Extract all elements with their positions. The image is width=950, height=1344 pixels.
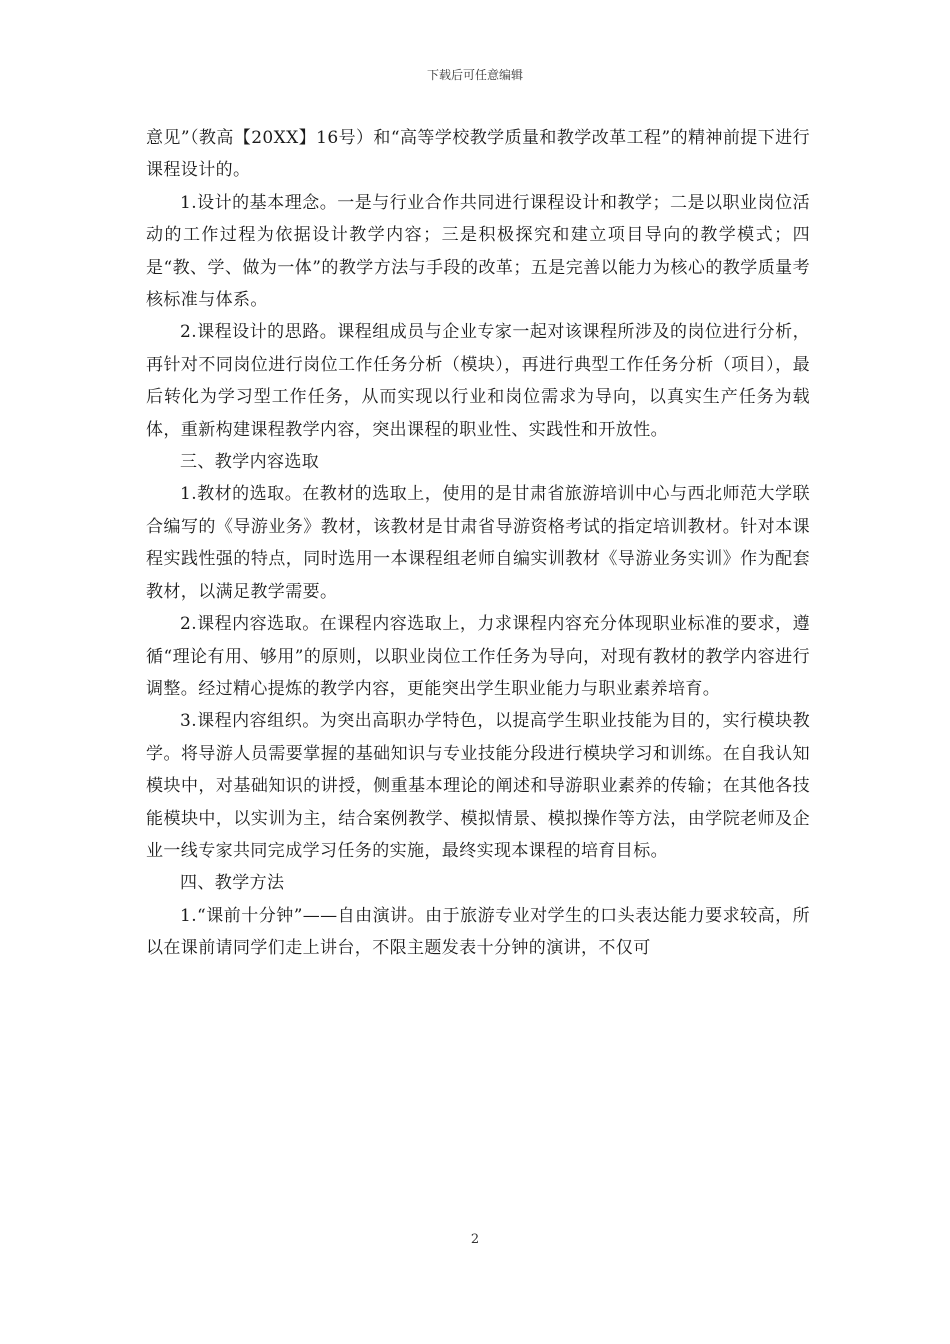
paragraph-design-approach: 2.课程设计的思路。课程组成员与企业专家一起对该课程所涉及的岗位进行分析，再针对不同岗位进行岗位工作任务分析（模块），再进行典型工作任务分析（项目），最后转化为学习型工作任务，从而实现以行业和岗位需求为导向，以真实生产任务为载体，重新构建课程教学内容，突出课程的职业性、实践性和开放性。 [146,322,810,440]
page-number: 2 [470,1232,480,1247]
paragraph-design-concept: 1.设计的基本理念。一是与行业合作共同进行课程设计和教学；二是以职业岗位活动的工作过程为依据设计教学内容；三是积极探究和建立项目导向的教学模式；四是“教、学、做为一体”的教学方法与手段的改革；五是完善以能力为核心的教学质量考核标准与体系。 [146,192,810,311]
paragraph-continuation: 意见”（教高【20XX】16号）和“高等学校教学质量和教学改革工程”的精神前提下进行课程设计的。 [146,128,810,181]
paragraph-content-selection: 2.课程内容选取。在课程内容选取上，力求课程内容充分体现职业标准的要求，遵循“理论有用、够用”的原则，以职业岗位工作任务为导向，对现有教材的教学内容进行调整。经过精心提炼的教学内容，更能突出学生职业能力与职业素养培育。 [146,614,810,699]
page-header: 下载后可任意编辑 [426,68,523,82]
document-body [146,122,810,965]
paragraph-content-organization: 3.课程内容组织。为突出高职办学特色，以提高学生职业技能为目的，实行模块教学。将导游人员需要掌握的基础知识与专业技能分段进行模块学习和训练。在自我认知模块中，对基础知识的讲授，侧重基本理论的阐述和导游职业素养的传输；在其他各技能模块中，以实训为主，结合案例教学、模拟情景、模拟操作等方法，由学院老师及企业一线专家共同完成学习任务的实施，最终实现本课程的培育目标。 [146,711,810,861]
paragraph-textbook-selection: 1.教材的选取。在教材的选取上，使用的是甘肃省旅游培训中心与西北师范大学联合编写的《导游业务》教材，该教材是甘肃省导游资格考试的指定培训教材。针对本课程实践性强的特点，同时选用一本课程组老师自编实训教材《导游业务实训》作为配套教材，以满足教学需要。 [146,484,810,602]
section-heading-content-selection: 三、教学内容选取 [180,452,320,473]
paragraph-ten-minute-speech: 1.“课前十分钟”——自由演讲。由于旅游专业对学生的口头表达能力要求较高，所以在课前请同学们走上讲台，不限主题发表十分钟的演讲，不仅可 [146,905,810,959]
section-heading-teaching-methods: 四、教学方法 [180,873,285,894]
